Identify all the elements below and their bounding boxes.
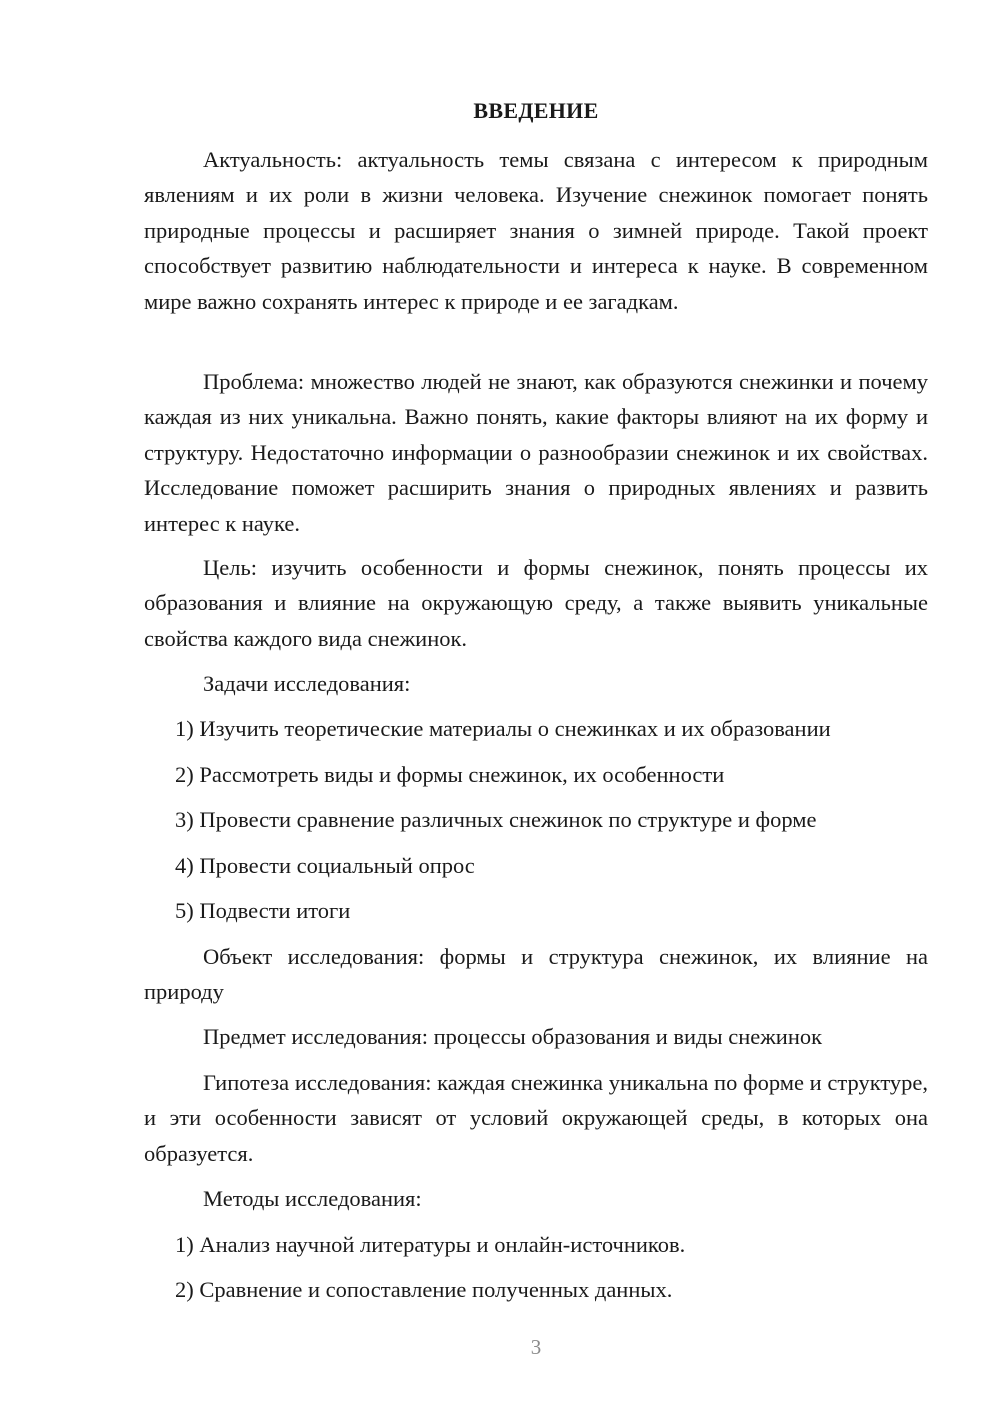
task-item: 4) Провести социальный опрос: [175, 853, 475, 878]
task-item: 1) Изучить теоретические материалы о снежинках и их образовании: [175, 716, 831, 741]
hypothesis-paragraph: Гипотеза исследования: каждая снежинка уникальна по форме и структуре, и эти особенности зависят от условий окружающей среды, в которых она образуется.: [144, 1070, 928, 1166]
page-title: ВВЕДЕНИЕ: [473, 98, 599, 123]
methods-heading: Методы исследования:: [203, 1186, 422, 1211]
object-paragraph: Объект исследования: формы и структура снежинок, их влияние на природу: [144, 944, 928, 1005]
page-number: 3: [530, 1335, 542, 1359]
task-item: 2) Рассмотреть виды и формы снежинок, их особенности: [175, 762, 725, 787]
problem-paragraph: Проблема: множество людей не знают, как образуются снежинки и почему каждая из них уникальна. Важно понять, какие факторы влияют на их форму и структуру. Недостаточно информации о разнообразии снежинок и их свойствах. Исследование поможет расширить знания о природных явлениях и развить интерес к науке.: [144, 369, 928, 536]
relevance-paragraph: Актуальность: актуальность темы связана с интересом к природным явлениям и их роли в жизни человека. Изучение снежинок помогает понять природные процессы и расширяет знания о зимней природе. Такой проект способствует развитию наблюдательности и интереса к науке. В современном мире важно сохранять интерес к природе и ее загадкам.: [144, 147, 928, 314]
goal-paragraph: Цель: изучить особенности и формы снежинок, понять процессы их образования и влияние на окружающую среду, а также выявить уникальные свойства каждого вида снежинок.: [144, 555, 928, 651]
task-item: 5) Подвести итоги: [175, 898, 351, 923]
subject-paragraph: Предмет исследования: процессы образования и виды снежинок: [203, 1024, 823, 1049]
task-item: 3) Провести сравнение различных снежинок по структуре и форме: [175, 807, 817, 832]
tasks-heading: Задачи исследования:: [203, 671, 411, 696]
method-item: 1) Анализ научной литературы и онлайн-источников.: [175, 1232, 686, 1257]
method-item: 2) Сравнение и сопоставление полученных данных.: [175, 1277, 673, 1302]
